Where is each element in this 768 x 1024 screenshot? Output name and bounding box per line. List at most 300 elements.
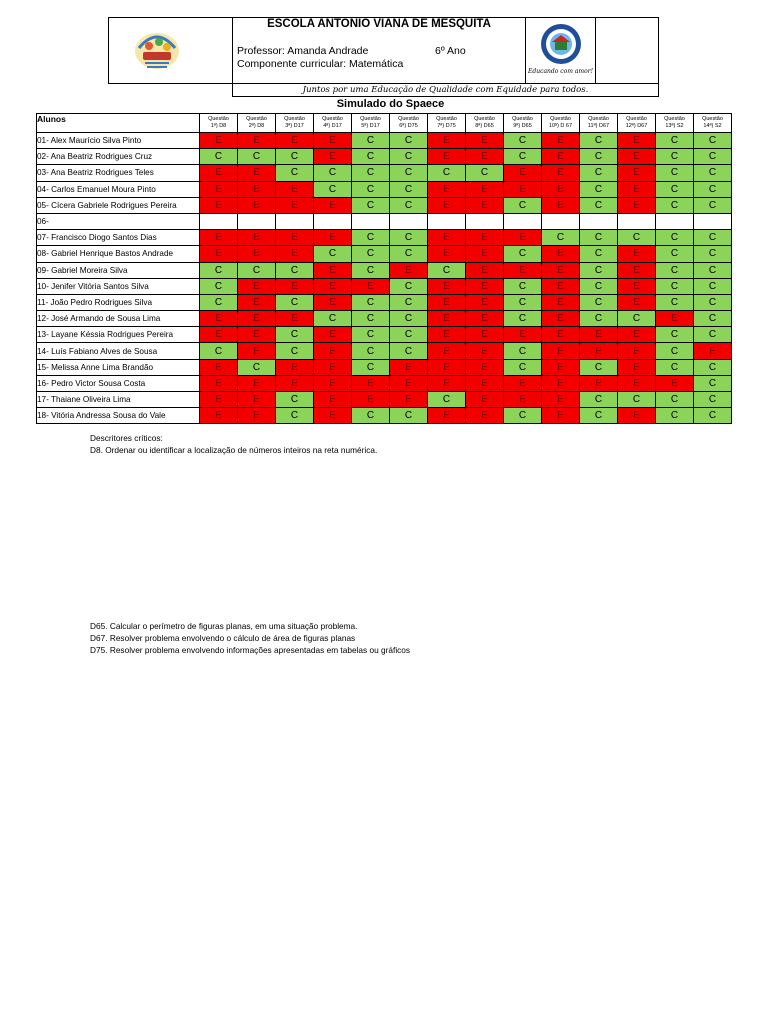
professor-label: Professor: Amanda Andrade [237,45,369,57]
answer-cell: C [694,392,732,408]
answer-cell: C [276,327,314,343]
answer-cell: E [466,294,504,310]
answer-cell: E [542,311,580,327]
answer-cell: C [656,294,694,310]
answer-cell: C [580,278,618,294]
answer-cell: C [390,149,428,165]
answer-cell: E [314,375,352,391]
answer-cell: C [390,294,428,310]
answer-cell: C [504,343,542,359]
answer-cell: E [618,246,656,262]
answer-cell: C [694,311,732,327]
answer-cell: E [504,230,542,246]
notes-section [90,432,377,456]
answer-cell: E [390,375,428,391]
answer-cell: C [694,133,732,149]
answer-cell: C [276,392,314,408]
answer-cell: E [504,392,542,408]
answer-cell: E [466,149,504,165]
answer-cell: C [352,230,390,246]
answer-cell: C [314,311,352,327]
answer-cell: E [542,197,580,213]
table-row [37,149,732,165]
answer-cell [200,213,238,229]
answer-cell: C [580,311,618,327]
answer-cell: E [428,133,466,149]
question-header-descriptor: 3ª) D17 [285,123,304,129]
table-row [37,133,732,149]
descriptor-d8: D8. Ordenar ou identificar a localização de números inteiros na reta numérica. [90,445,378,455]
answer-cell [656,213,694,229]
question-header-descriptor: 5ª) D17 [361,123,380,129]
answer-cell: C [656,197,694,213]
answer-cell: E [542,375,580,391]
component-label: Componente curricular: Matemática [237,58,404,70]
answer-cell: C [200,278,238,294]
table-row [37,392,732,408]
answer-cell: E [200,246,238,262]
answer-cell: E [428,246,466,262]
answer-cell: C [504,294,542,310]
student-name: 14- Luís Fabiano Alves de Sousa [37,343,200,359]
answer-cell: C [580,149,618,165]
answer-cell: C [276,262,314,278]
answer-cell: E [238,327,276,343]
answer-cell: C [276,408,314,424]
answer-cell: C [580,230,618,246]
question-header [504,114,542,133]
answer-cell: E [276,359,314,375]
answer-cell: C [504,246,542,262]
answer-cell [580,213,618,229]
table-body [37,133,732,424]
answer-cell: E [314,149,352,165]
question-header-descriptor: 10ª) D 67 [548,123,573,129]
table-row [37,165,732,181]
question-header-label: Questão [512,116,533,122]
answer-cell: C [694,262,732,278]
answer-cell: E [542,278,580,294]
question-header-label: Questão [474,116,495,122]
answer-cell: C [694,359,732,375]
student-name: 03- Ana Beatriz Rodrigues Teles [37,165,200,181]
answer-cell [504,213,542,229]
answer-cell: E [542,408,580,424]
answer-cell: E [542,165,580,181]
question-header-descriptor: 2ª) D8 [248,123,265,129]
answer-cell: C [656,230,694,246]
answer-cell: C [694,278,732,294]
answer-cell: E [428,294,466,310]
answer-cell: E [618,343,656,359]
answer-cell [542,213,580,229]
answer-cell: C [390,327,428,343]
answer-cell: C [694,149,732,165]
answer-cell: C [656,165,694,181]
answer-cell: C [504,359,542,375]
answer-cell: C [694,165,732,181]
students-column-header: Alunos [37,114,200,133]
question-header [238,114,276,133]
student-name: 16- Pedro Victor Sousa Costa [37,375,200,391]
answer-cell: C [694,408,732,424]
answer-cell: C [542,230,580,246]
student-name: 01- Alex Maurício Silva Pinto [37,133,200,149]
question-header-label: Questão [398,116,419,122]
student-name: 04- Carlos Emanuel Moura Pinto [37,181,200,197]
answer-cell: E [314,408,352,424]
answer-cell: E [618,133,656,149]
answer-cell: C [390,230,428,246]
answer-cell: E [428,197,466,213]
question-header-descriptor: 9ª) D65 [513,123,532,129]
answer-cell: E [466,392,504,408]
question-header-label: Questão [550,116,571,122]
answer-cell: C [694,375,732,391]
answer-cell: E [466,246,504,262]
answer-cell: C [276,149,314,165]
answer-cell: E [238,375,276,391]
table-row [37,213,732,229]
answer-cell: E [618,149,656,165]
answer-cell: E [238,197,276,213]
answer-cell: C [618,230,656,246]
question-header-label: Questão [246,116,267,122]
answer-cell: C [580,359,618,375]
question-header-label: Questão [626,116,647,122]
answer-cell: C [428,392,466,408]
answer-cell: C [466,165,504,181]
answer-cell: E [428,311,466,327]
answer-cell: C [504,408,542,424]
answer-cell: E [200,375,238,391]
answer-cell: E [428,408,466,424]
answer-cell: E [618,294,656,310]
question-header-descriptor: 13ª) S2 [665,123,684,129]
student-name: 18- Vitória Andressa Sousa do Vale [37,408,200,424]
student-name: 02- Ana Beatriz Rodrigues Cruz [37,149,200,165]
answer-cell: C [314,165,352,181]
answer-cell: E [428,343,466,359]
answer-cell [314,213,352,229]
answer-cell: E [276,230,314,246]
answer-cell: E [542,181,580,197]
answer-cell: C [200,262,238,278]
table-row [37,408,732,424]
answer-cell: C [504,197,542,213]
answer-cell: C [390,181,428,197]
question-header-descriptor: 4ª) D17 [323,123,342,129]
answer-cell: E [238,392,276,408]
answer-cell [694,213,732,229]
answer-cell: E [618,408,656,424]
table-row [37,230,732,246]
answer-cell: E [428,230,466,246]
question-header [618,114,656,133]
answer-cell: C [656,392,694,408]
question-header [390,114,428,133]
answer-cell: E [618,262,656,278]
answer-cell: E [542,392,580,408]
answer-cell: E [542,327,580,343]
answer-cell: E [466,278,504,294]
answer-cell: E [504,375,542,391]
answer-cell: C [352,327,390,343]
descriptor-d67: D67. Resolver problema envolvendo o cálculo de área de figuras planas [90,633,356,643]
notes-heading: Descritores críticos: [90,433,163,443]
question-header [352,114,390,133]
answer-cell: E [200,181,238,197]
answer-cell: C [390,343,428,359]
answer-cell: E [618,278,656,294]
answer-cell: C [504,311,542,327]
answer-cell: C [390,197,428,213]
answer-cell: C [580,165,618,181]
answer-cell: E [466,327,504,343]
answer-cell: E [276,246,314,262]
question-header-label: Questão [664,116,685,122]
answer-cell: E [466,133,504,149]
answer-cell: E [428,327,466,343]
answer-cell: C [694,327,732,343]
answer-cell: C [276,294,314,310]
table-row [37,327,732,343]
student-name: 17- Thaiane Oliveira Lima [37,392,200,408]
answer-cell: C [390,278,428,294]
answer-cell: C [580,246,618,262]
answer-cell: C [580,408,618,424]
answer-cell: E [542,149,580,165]
answer-cell: E [390,262,428,278]
question-header-label: Questão [588,116,609,122]
answer-cell: C [656,262,694,278]
answer-cell: E [504,262,542,278]
student-name: 08- Gabriel Henrique Bastos Andrade [37,246,200,262]
table-row [37,343,732,359]
question-header-descriptor: 1ª) D8 [210,123,227,129]
answer-cell: C [200,343,238,359]
answer-cell: E [466,408,504,424]
answer-cell: C [428,165,466,181]
answer-cell: E [238,343,276,359]
answer-cell: C [580,294,618,310]
school-name: ESCOLA ANTONIO VIANA DE MESQUITA [267,18,491,30]
answer-cell: E [276,278,314,294]
answer-cell: E [428,181,466,197]
question-header [694,114,732,133]
answer-cell: C [314,246,352,262]
header-info [233,18,526,83]
answer-cell: E [314,343,352,359]
table-row [37,294,732,310]
answer-cell: E [466,197,504,213]
student-name: 10- Jenifer Vitória Santos Silva [37,278,200,294]
answer-cell: E [618,375,656,391]
answer-cell: E [200,311,238,327]
answer-cell: E [276,375,314,391]
answer-cell: C [656,343,694,359]
answer-cell: C [656,327,694,343]
answer-cell: E [542,359,580,375]
answer-cell [352,213,390,229]
question-header-descriptor: 7ª) D75 [437,123,456,129]
answer-cell: E [428,278,466,294]
student-name: 06- [37,213,200,229]
answer-cell: E [200,408,238,424]
answer-cell: E [466,181,504,197]
answer-cell: E [200,197,238,213]
answer-cell: E [276,133,314,149]
answer-cell: C [428,262,466,278]
answer-cell: E [656,375,694,391]
page-title: Simulado do Spaece [336,98,445,110]
table-row [37,181,732,197]
table-row [37,246,732,262]
answer-cell: C [694,181,732,197]
answer-cell: E [238,311,276,327]
answer-cell: C [352,246,390,262]
answer-cell: C [618,392,656,408]
answer-cell: C [390,165,428,181]
answer-cell [466,213,504,229]
answer-cell: C [276,343,314,359]
school-seal [526,18,596,83]
descriptor-d65: D65. Calcular o perímetro de figuras planas, em uma situação problema. [90,621,358,631]
answer-cell: C [238,262,276,278]
answer-cell: C [504,278,542,294]
answer-cell: C [390,311,428,327]
answer-cell: E [238,278,276,294]
answer-cell: E [200,327,238,343]
answer-cell: E [542,262,580,278]
answer-cell: C [390,408,428,424]
student-name: 07- Francisco Diogo Santos Dias [37,230,200,246]
answer-cell: E [466,262,504,278]
answer-cell: E [238,294,276,310]
answer-cell: C [580,133,618,149]
answer-cell: C [656,133,694,149]
school-motto: Educando com amor! [528,68,593,75]
answer-cell: E [390,359,428,375]
table-row [37,375,732,391]
answer-cell: C [580,181,618,197]
answer-cell: C [580,392,618,408]
table-row [37,278,732,294]
question-header-descriptor: 6ª) D75 [399,123,418,129]
answer-cell: E [466,375,504,391]
student-name: 15- Melissa Anne Lima Brandão [37,359,200,375]
school-header [108,17,659,84]
answer-cell: E [580,375,618,391]
answer-cell: E [466,311,504,327]
answer-cell: E [238,230,276,246]
question-header-label: Questão [284,116,305,122]
answer-cell: E [276,181,314,197]
answer-cell: E [466,343,504,359]
answer-cell: C [694,294,732,310]
question-header-label: Questão [360,116,381,122]
question-header-descriptor: 11ª) D67 [587,123,610,129]
answer-cell: E [694,343,732,359]
slogan: Juntos por uma Educação de Qualidade com Equidade para todos. [232,84,659,97]
answer-cell: E [200,230,238,246]
answer-cell: C [352,133,390,149]
question-header-label: Questão [436,116,457,122]
student-name: 13- Layane Késsia Rodrigues Pereira [37,327,200,343]
school-seal-icon [526,18,596,66]
answer-cell: C [352,408,390,424]
answer-cell: E [352,278,390,294]
answer-cell: E [618,327,656,343]
answer-cell: C [352,149,390,165]
answer-cell: C [656,359,694,375]
question-header [200,114,238,133]
answer-cell: E [580,327,618,343]
answer-cell [618,213,656,229]
question-header [656,114,694,133]
answer-cell: E [466,230,504,246]
question-header [428,114,466,133]
student-name: 09- Gabriel Moreira Silva [37,262,200,278]
answer-cell [238,213,276,229]
answer-cell: C [656,149,694,165]
answer-cell: E [542,133,580,149]
answer-cell: E [276,197,314,213]
answer-cell: C [352,165,390,181]
answer-cell: E [314,278,352,294]
answer-cell: E [656,311,694,327]
answer-cell: E [200,165,238,181]
question-header [276,114,314,133]
answer-cell: E [314,230,352,246]
answer-cell: C [390,133,428,149]
answer-cell: C [276,165,314,181]
results-table [36,113,732,424]
answer-cell: C [238,149,276,165]
answer-cell: E [238,133,276,149]
question-header [314,114,352,133]
answer-cell: E [428,149,466,165]
question-header-label: Questão [208,116,229,122]
answer-cell: C [352,359,390,375]
student-name: 11- João Pedro Rodrigues Silva [37,294,200,310]
question-header-label: Questão [322,116,343,122]
answer-cell: E [314,359,352,375]
answer-cell: E [200,133,238,149]
answer-cell: E [466,359,504,375]
answer-cell: E [618,181,656,197]
table-row [37,311,732,327]
answer-cell: E [200,359,238,375]
question-header-descriptor: 12ª) D67 [625,123,648,129]
answer-cell: C [390,246,428,262]
answer-cell: C [694,246,732,262]
table-row [37,197,732,213]
answer-cell: E [314,327,352,343]
answer-cell: E [504,181,542,197]
answer-cell: E [618,165,656,181]
question-header [580,114,618,133]
answer-cell: E [542,294,580,310]
notes-section-2 [90,620,410,656]
table-row [37,262,732,278]
answer-cell: C [352,294,390,310]
answer-cell: E [618,359,656,375]
answer-cell: E [542,246,580,262]
answer-cell [390,213,428,229]
answer-cell: C [656,408,694,424]
question-header [542,114,580,133]
